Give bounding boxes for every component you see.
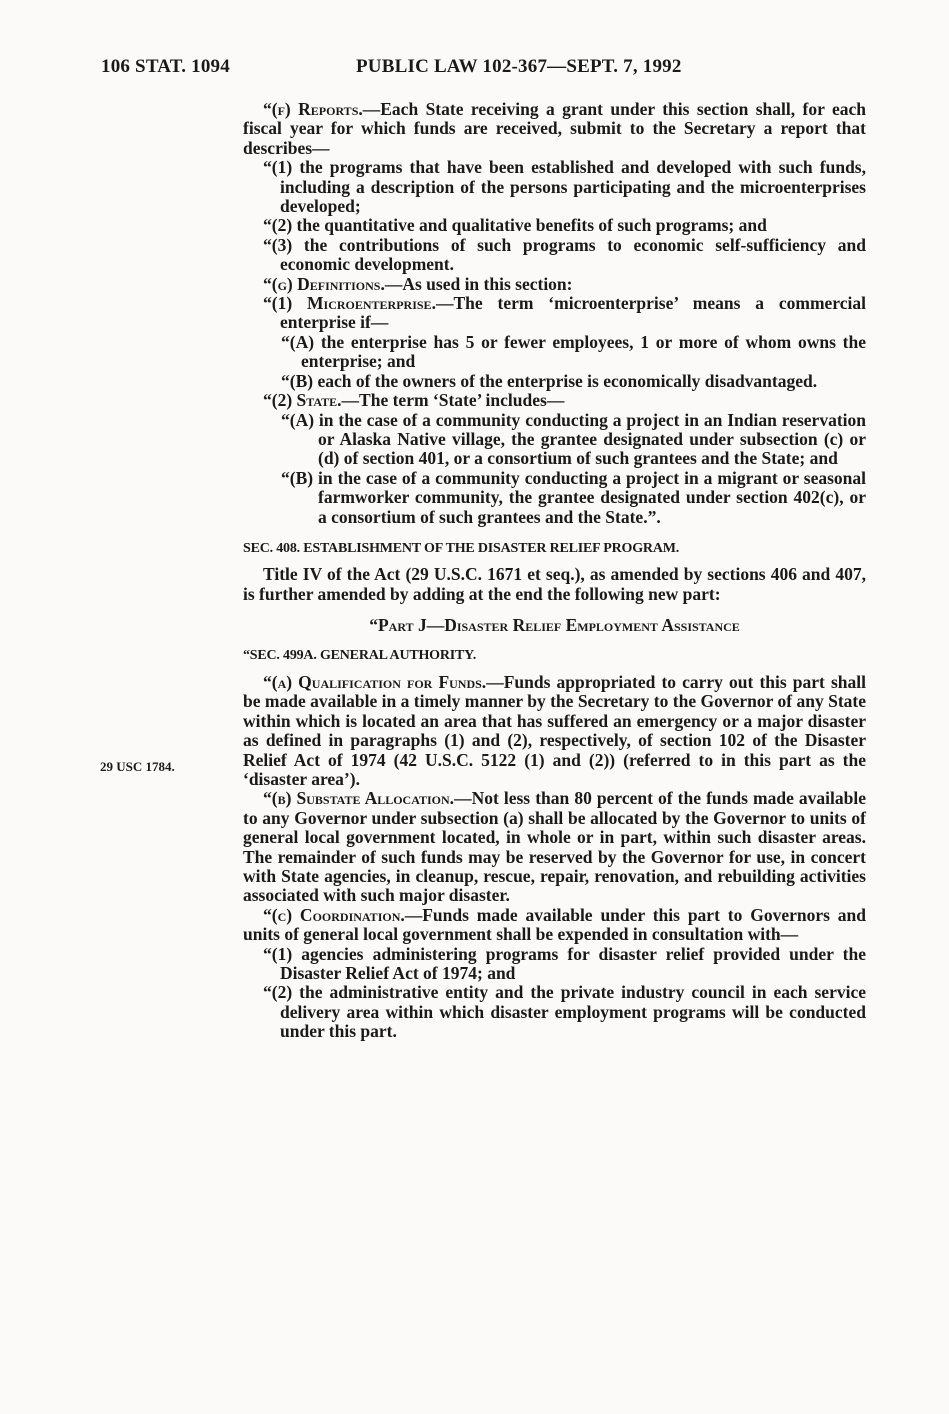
margin-citation: 29 USC 1784.: [100, 759, 175, 774]
subsection-c: [243, 906, 866, 945]
paragraph-g2-heading: “(2) State.: [263, 390, 342, 411]
subsection-b-heading: “(b) Substate Allocation.: [263, 788, 455, 809]
running-header-title: PUBLIC LAW 102-367—SEPT. 7, 1992: [356, 56, 682, 77]
subsection-a-heading: “(a) Qualification for Funds.: [263, 671, 487, 692]
subsection-b-text: —Not less than 80 percent of the funds made available to any Governor under subsection (a) shall be allocated by the Governor to units of general local government located, in whole or in part, within such disaster areas. The remainder of such funds may be reserved by the Governor for use, in concert with State agencies, in cleanup, rescue, repair, renovation, and rebuilding activities associated with such major disaster.: [243, 788, 867, 906]
subsection-a-text: —Funds appropriated to carry out this part shall be made available in a timely manner by the Secretary to the Governor of any State within which is located an area that has suffered an emergency or a major disaster as defined in paragraphs (1) and (2), respectively, of section 102 of the Disaster Relief Act of 1974 (42 U.S.C. 5122 (1) and (2)) (referred to in this part as the ‘disaster area’).: [243, 671, 866, 789]
subsection-g: [243, 275, 866, 294]
subsection-f: [243, 100, 866, 158]
clause-g1b: “(B) each of the owners of the enterprise is economically disadvantaged.: [281, 370, 818, 391]
paragraph-c1: “(1) agencies administering programs for disaster relief provided under the Disaster Relief Act of 1974; and: [263, 943, 866, 984]
subsection-c-text: —Funds made available under this part to Governors and units of general local government shall be expended in consultation with—: [243, 904, 866, 945]
subsection-g-heading: “(g) Definitions.: [263, 273, 385, 294]
section-408-text: Title IV of the Act (29 U.S.C. 1671 et seq.), as amended by sections 406 and 407, is further amended by adding at the end the following new part:: [243, 564, 866, 604]
part-j-heading: “Part J—Disaster Relief Employment Assistance: [369, 615, 740, 636]
subsection-f-text: —Each State receiving a grant under this section shall, for each fiscal year for which funds are received, submit to the Secretary a report that describes—: [243, 99, 866, 158]
stat-page-number: 106 STAT. 1094: [101, 56, 230, 77]
subsection-f-heading: “(f) Reports.: [263, 99, 363, 119]
clause-g2a: “(A) in the case of a community conducting a project in an Indian reservation or Alaska Native village, the grantee designated under subsection (c) or (d) of section 401, or a consortium of such grantees and the State; and: [281, 409, 866, 469]
section-499a-heading: “SEC. 499A. GENERAL AUTHORITY.: [243, 647, 477, 663]
paragraph-f2: “(2) the quantitative and qualitative benefits of such programs; and: [263, 215, 767, 236]
paragraph-f3: “(3) the contributions of such programs to economic self-sufficiency and economic development.: [263, 234, 866, 275]
paragraph-g2: [243, 391, 866, 410]
paragraph-g1-heading: “(1) Microenterprise.: [263, 293, 436, 314]
paragraph-c2: “(2) the administrative entity and the private industry council in each service delivery area within which disaster employment programs will be conducted under this part.: [263, 982, 866, 1042]
clause-g2b: “(B) in the case of a community conducting a project in a migrant or seasonal farmworker community, the grantee designated under section 402(c), or a consortium of such grantees and the State.”.: [281, 467, 866, 527]
section-408-heading: SEC. 408. ESTABLISHMENT OF THE DISASTER RELIEF PROGRAM.: [243, 540, 680, 556]
paragraph-g2-text: —The term ‘State’ includes—: [341, 390, 565, 411]
subsection-b: [243, 789, 866, 905]
paragraph-g1: [243, 294, 866, 333]
subsection-g-text: —As used in this section:: [384, 273, 573, 294]
clause-g1a: “(A) the enterprise has 5 or fewer employees, 1 or more of whom owns the enterprise; and: [281, 331, 866, 372]
subsection-c-heading: “(c) Coordination.: [263, 904, 405, 925]
paragraph-g1-text: —The term ‘microenterprise’ means a commercial enterprise if—: [280, 293, 867, 333]
main-text-column: [243, 100, 866, 1042]
subsection-a: [243, 673, 866, 789]
paragraph-f1: “(1) the programs that have been established and developed with such funds, including a description of the persons participating and the microenterprises developed;: [263, 157, 866, 217]
